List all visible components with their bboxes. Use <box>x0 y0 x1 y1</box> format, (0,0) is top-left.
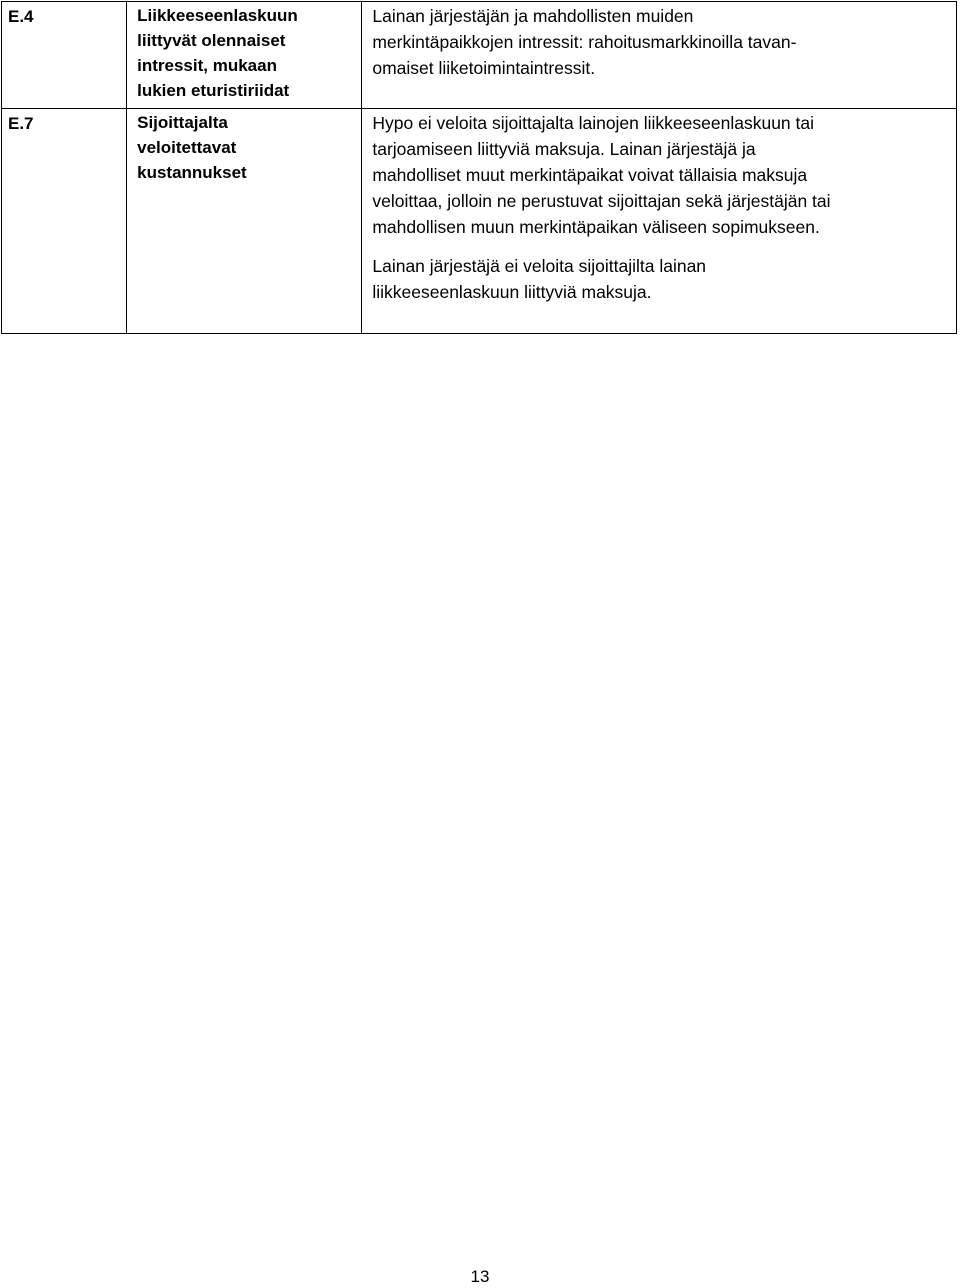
section-id-cell <box>2 109 127 334</box>
description-paragraph: Lainan järjestäjä ei veloita sijoittajilta lainan liikkeeseenlaskuun liittyviä maksuja. <box>372 256 707 302</box>
section-id-cell <box>2 2 127 109</box>
section-description-cell <box>362 2 957 109</box>
section-id: E.4 <box>8 7 34 26</box>
section-title: Liikkeeseenlaskuun liittyvät olennaiset intressit, mukaan lukien eturistiriidat <box>137 6 298 100</box>
description-paragraph: Hypo ei veloita sijoittajalta lainojen liikkeeseenlaskuun tai tarjoamiseen liittyviä maksuja. Lainan järjestäjä ja mahdolliset muut merkintäpaikat voivat tällaisia maksuja veloittaa, jolloin ne perustuvat sijoittajan sekä järjestäjän tai mahdollisen muun merkintäpaikan väliseen sopimukseen. <box>372 113 831 237</box>
table-row-e4 <box>2 2 957 109</box>
section-description-cell <box>362 109 957 334</box>
section-title-cell <box>127 2 362 109</box>
page-number: 13 <box>470 1267 490 1286</box>
description-paragraph: Lainan järjestäjän ja mahdollisten muiden merkintäpaikkojen intressit: rahoitusmarkkinoilla tavan- omaiset liiketoimintaintressit. <box>372 6 797 78</box>
table-row-e7 <box>2 109 957 334</box>
section-title-cell <box>127 109 362 334</box>
section-title: Sijoittajalta veloitettavat kustannukset <box>137 113 247 182</box>
summary-table <box>1 1 957 334</box>
section-id: E.7 <box>8 114 34 133</box>
